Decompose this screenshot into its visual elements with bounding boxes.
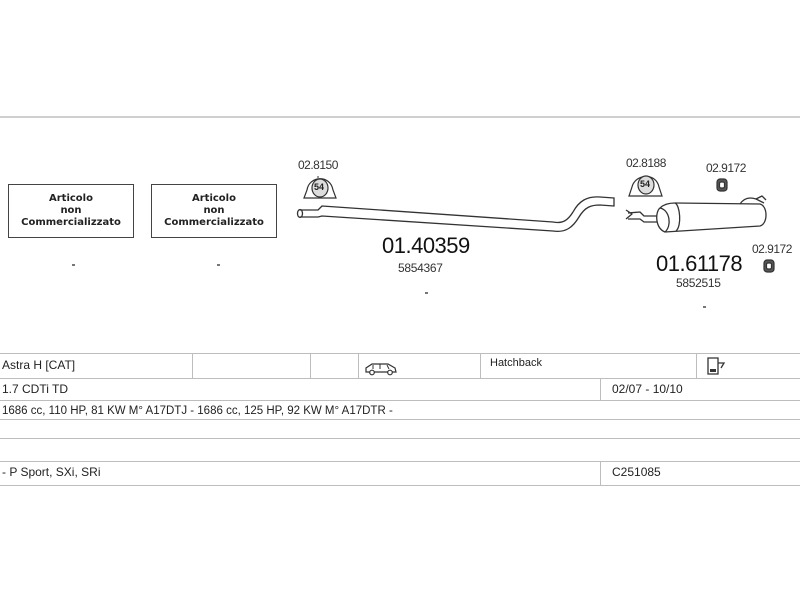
rear-hanger-bottom-number: 02.9172 xyxy=(752,242,792,256)
table-line xyxy=(0,400,800,401)
rear-hanger-top-number: 02.9172 xyxy=(706,161,746,175)
table-divider xyxy=(310,353,311,378)
document-icon xyxy=(706,356,728,376)
table-line xyxy=(0,353,800,354)
table-divider xyxy=(696,353,697,378)
not-sold-line-3: Commercializzato xyxy=(21,217,121,228)
table-divider xyxy=(192,353,193,378)
vehicle-model: Astra H [CAT] xyxy=(2,358,76,372)
hanger-icon xyxy=(764,260,774,272)
hanger-icon xyxy=(717,179,727,191)
car-icon xyxy=(364,360,398,376)
vehicle-period: 02/07 - 10/10 xyxy=(612,382,683,396)
vehicle-specs: 1686 cc, 110 HP, 81 KW M° A17DTJ - 1686 cc, 125 HP, 92 KW M° A17DTR - xyxy=(2,405,393,417)
table-divider xyxy=(358,353,359,378)
mid-pipe-graphic xyxy=(298,197,615,232)
table-line xyxy=(0,438,800,439)
rear-clamp-number: 02.8188 xyxy=(626,156,666,170)
vehicle-body: Hatchback xyxy=(490,357,542,369)
table-divider xyxy=(600,461,601,485)
rear-silencer-oe-number: 5852515 xyxy=(676,276,721,290)
vehicle-trims: - P Sport, SXi, SRi xyxy=(2,465,101,479)
not-sold-line-2: non xyxy=(60,205,82,216)
not-sold-line-1: Articolo xyxy=(49,193,93,204)
rear-silencer-graphic xyxy=(626,196,766,232)
mid-pipe-part-number: 01.40359 xyxy=(382,233,470,258)
mid-pipe-oe-number: 5854367 xyxy=(398,261,443,275)
table-line xyxy=(0,419,800,420)
rear-silencer-part-number: 01.61178 xyxy=(656,251,743,276)
not-sold-line-1: Articolo xyxy=(192,193,236,204)
mid-pipe-clamp-number: 02.8150 xyxy=(298,158,338,172)
table-divider xyxy=(480,353,481,378)
clamp-size-label: 54 xyxy=(314,182,325,192)
table-line xyxy=(0,485,800,486)
table-divider xyxy=(600,378,601,400)
table-line xyxy=(0,378,800,379)
not-sold-line-3: Commercializzato xyxy=(164,217,264,228)
not-sold-line-2: non xyxy=(203,205,225,216)
clamp-size-label: 54 xyxy=(640,179,651,189)
vehicle-engine: 1.7 CDTi TD xyxy=(2,382,69,396)
vehicle-ref: C251085 xyxy=(612,465,661,479)
table-line xyxy=(0,461,800,462)
